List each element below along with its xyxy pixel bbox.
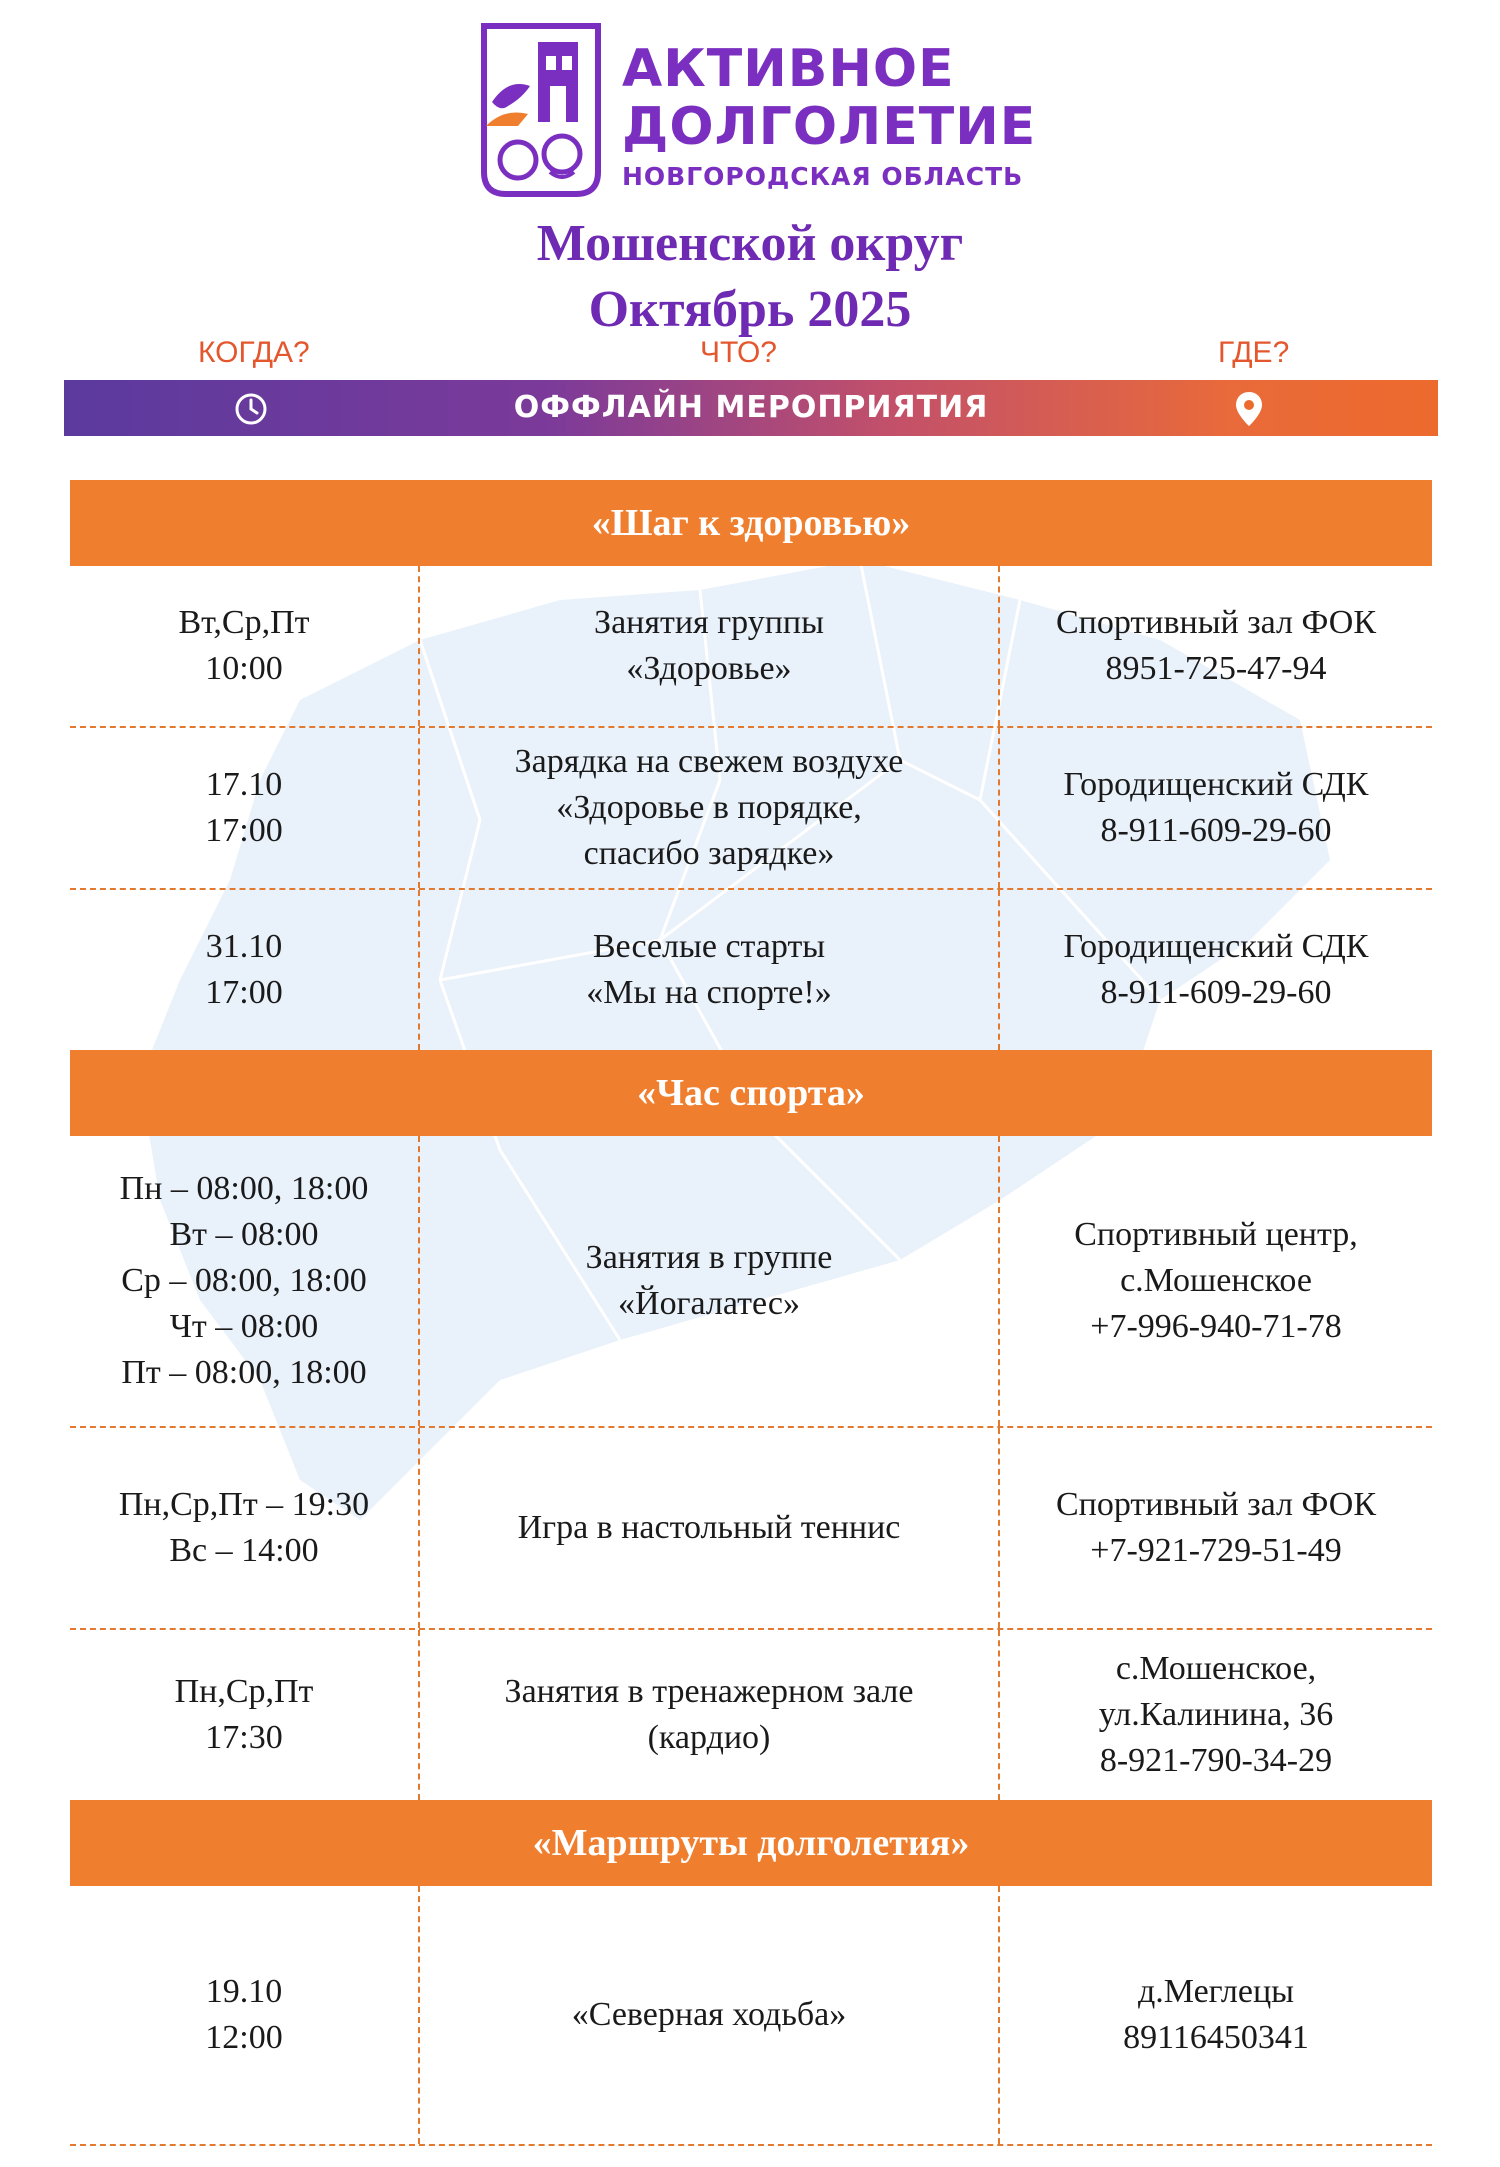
table-row [70, 1426, 1432, 1628]
cell-when: Вт,Ср,Пт 10:00 [70, 566, 420, 726]
cell-where: Спортивный зал ФОК 8951-725-47-94 [1055, 604, 1377, 687]
month-title: Октябрь 2025 [588, 281, 912, 338]
cell-what: Занятия в тренажерном зале (кардио) [420, 1630, 1000, 1800]
logo-line-2: ДОЛГОЛЕТИЕ [622, 97, 1037, 157]
location-pin-icon [1234, 390, 1264, 428]
when-label: КОГДА? [198, 336, 310, 369]
cell-when: Пн,Ср,Пт – 19:30 Вс – 14:00 [70, 1428, 420, 1628]
what-label: ЧТО? [700, 336, 777, 369]
table-row [70, 1886, 1432, 2144]
cell-what: Игра в настольный теннис [420, 1428, 1000, 1628]
table-row [70, 888, 1432, 1050]
cell-where: Городищенский СДК 8-911-609-29-60 [1063, 766, 1369, 849]
table-row [70, 566, 1432, 726]
cell-when: 19.10 12:00 [70, 1886, 420, 2144]
section-header: «Час спорта» [70, 1050, 1432, 1136]
district-title: Мошенской округ [536, 215, 964, 272]
cell-where: с.Мошенское, ул.Калинина, 36 8-921-790-34-29 [1098, 1650, 1334, 1779]
cell-what: Веселые старты «Мы на спорте!» [420, 890, 1000, 1050]
cell-when: 17.10 17:00 [70, 728, 420, 888]
table-row [70, 1628, 1432, 1800]
table-row [70, 726, 1432, 888]
cell-where: Спортивный зал ФОК +7-921-729-51-49 [1055, 1486, 1377, 1569]
cell-when: Пн – 08:00, 18:00 Вт – 08:00 Ср – 08:00, 18:00 Чт – 08:00 Пт – 08:00, 18:00 [70, 1136, 420, 1426]
table-bottom-rule [70, 2144, 1432, 2146]
cell-when: Пн,Ср,Пт 17:30 [70, 1630, 420, 1800]
cell-where: д.Меглецы 89116450341 [1123, 1973, 1309, 2056]
banner-title: ОФФЛАЙН МЕРОПРИЯТИЯ [513, 390, 989, 425]
logo-wordmark [622, 40, 1036, 194]
cell-what: Занятия группы «Здоровье» [420, 566, 1000, 726]
cell-where: Городищенский СДК 8-911-609-29-60 [1063, 928, 1369, 1011]
cell-what: Зарядка на свежем воздухе «Здоровье в порядке, спасибо зарядке» [420, 728, 1000, 888]
cell-where: Спортивный центр, с.Мошенское +7-996-940-71-78 [1074, 1216, 1358, 1345]
cell-what: «Северная ходьба» [420, 1886, 1000, 2144]
table-row [70, 1136, 1432, 1426]
section-header: «Шаг к здоровью» [70, 480, 1432, 566]
schedule-table [70, 480, 1432, 2146]
logo-line-3: НОВГОРОДСКАЯ ОБЛАСТЬ [622, 162, 1024, 191]
cell-what: Занятия в группе «Йогалатес» [420, 1136, 1000, 1426]
section-header: «Маршруты долголетия» [70, 1800, 1432, 1886]
offline-events-banner [64, 380, 1438, 436]
logo-emblem-icon [478, 22, 604, 198]
cell-when: 31.10 17:00 [70, 890, 420, 1050]
where-label: ГДЕ? [1218, 336, 1290, 369]
logo-line-1: АКТИВНОЕ [622, 39, 955, 99]
